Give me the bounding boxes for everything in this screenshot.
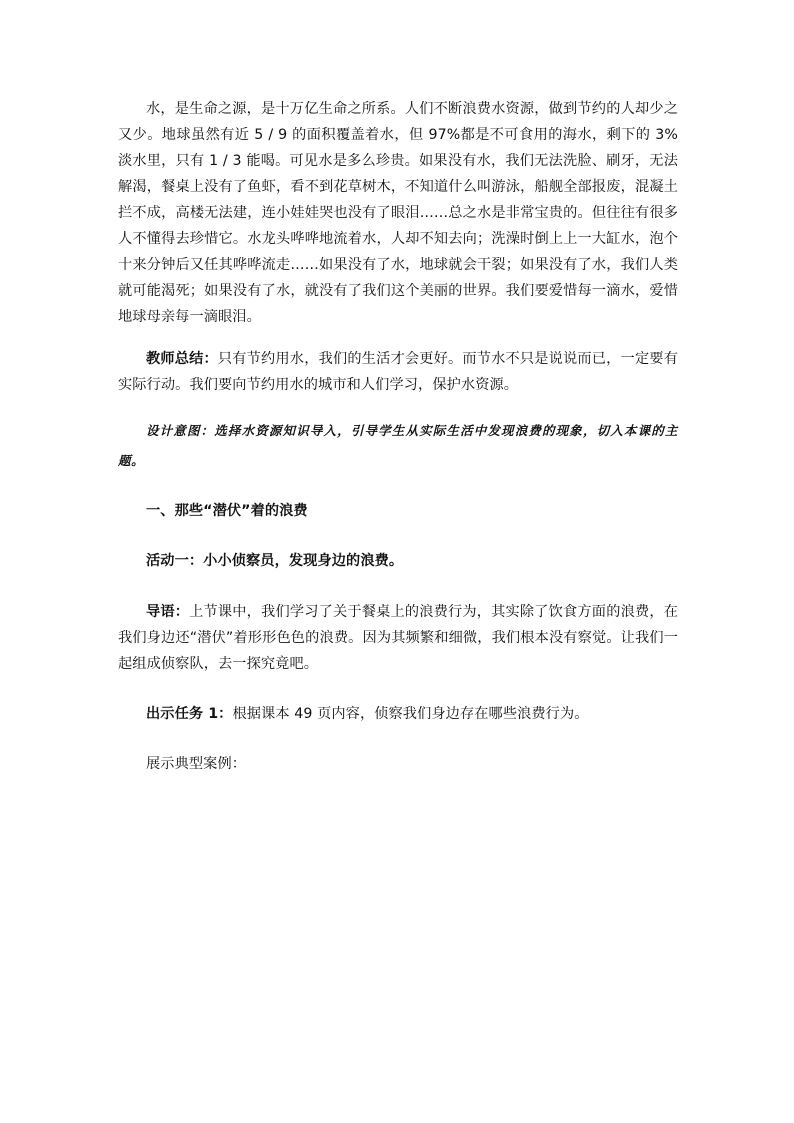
design-intent-paragraph <box>118 416 678 476</box>
task-paragraph <box>118 701 678 727</box>
task-text: 根据课本 49 页内容，侦察我们身边存在哪些浪费行为。 <box>232 706 589 722</box>
intro-paragraph-text: 水，是生命之源，是十万亿生命之所系。人们不断浪费水资源，做到节约的人却少之又少。地球虽然有近 5 / 9 的面积覆盖着水，但 97%都是不可食用的海水，剩下的 3%淡水里，只有 1 / 3 能喝。可见水是多么珍贵。如果没有水，我们无法洗脸、刷牙，无法解渴，餐桌上没有了鱼虾，看不到花草树木，不知道什么叫游泳，船舰全部报废，混凝土拦不成，高楼无法建，连小娃娃哭也没有了眼泪……总之水是非常宝贵的。但往往有很多人不懂得去珍惜它。水龙头哗哗地流着水，人却不知去向；洗澡时倒上上一大缸水，泡个十来分钟后又任其哗哗流走……如果没有了水，地球就会干裂；如果没有了水，我们人类就可能渴死；如果没有了水，就没有了我们这个美丽的世界。我们要爱惜每一滴水，爱惜地球母亲每一滴眼泪。 <box>118 101 678 325</box>
guide-text: 上节课中，我们学习了关于餐桌上的浪费行为，其实除了饮食方面的浪费，在我们身边还“潜伏”着形形色色的浪费。因为其频繁和细微，我们根本没有察觉。让我们一起组成侦察队，去一探究竟吧。 <box>118 604 678 672</box>
task-label: 出示任务 1： <box>146 706 233 722</box>
cases-paragraph <box>118 751 678 777</box>
document-body <box>118 96 678 777</box>
activity-title <box>118 548 678 574</box>
teacher-summary-paragraph <box>118 346 678 398</box>
guide-label: 导语： <box>146 604 190 620</box>
section-heading-text: 一、那些“潜伏”着的浪费 <box>146 503 308 519</box>
intro-paragraph <box>118 96 678 330</box>
teacher-summary-text: 只有节约用水，我们的生活才会更好。而节水不只是说说而已，一定要有实际行动。我们要向节约用水的城市和人们学习，保护水资源。 <box>118 351 678 393</box>
cases-label: 展示典型案例： <box>146 756 247 772</box>
section-heading <box>118 498 678 524</box>
activity-title-text: 活动一：小小侦察员，发现身边的浪费。 <box>146 553 404 569</box>
design-intent-text: 设计意图：选择水资源知识导入，引导学生从实际生活中发现浪费的现象，切入本课的主题。 <box>118 423 678 468</box>
teacher-summary-label: 教师总结： <box>146 351 218 367</box>
guide-paragraph <box>118 599 678 677</box>
